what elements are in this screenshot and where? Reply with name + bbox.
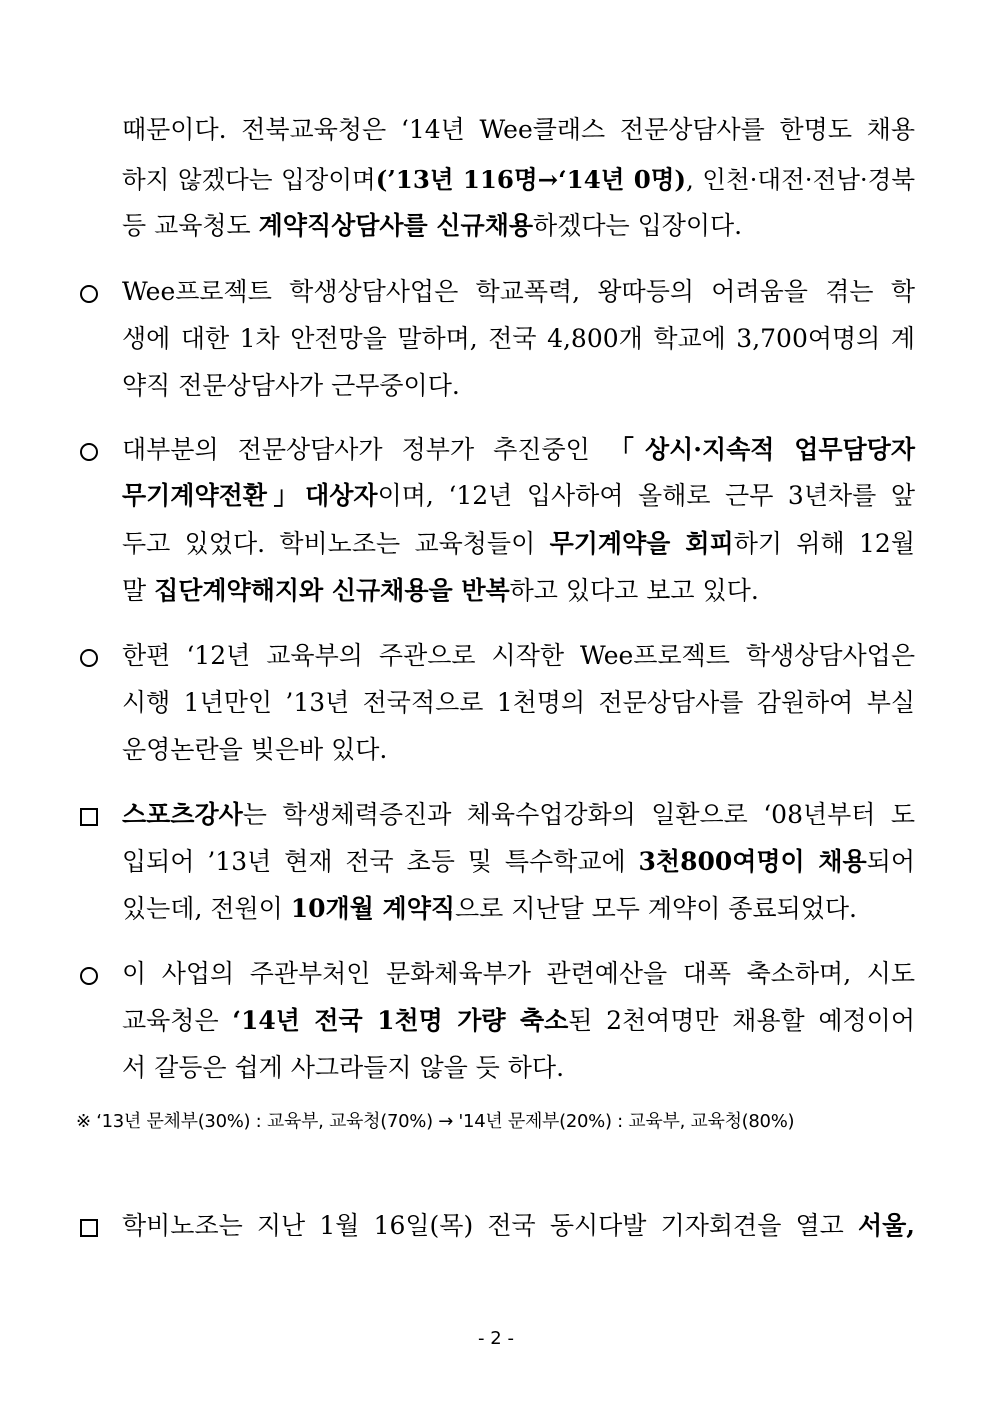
para2-line-2: 무기계약전환」대상자이며, ‘12년 입사하여 올해로 근무 3년차를 앞 xyxy=(122,481,915,510)
circle-bullet-icon xyxy=(74,432,104,468)
page-number: - 2 - xyxy=(478,1328,514,1349)
para3-line-3: 운영논란을 빚은바 있다. xyxy=(122,735,388,764)
para2-line-4: 말 집단계약해지와 신규채용을 반복하고 있다고 보고 있다. xyxy=(122,576,759,605)
footnote: ※ ‘13년 문체부(30%) : 교육부, 교육청(70%) → '14년 문제부(20%) : 교육부, 교육청(80%) xyxy=(76,1111,795,1132)
circle-bullet-icon xyxy=(74,638,104,674)
para5-line-1: 이 사업의 주관부처인 문화체육부가 관련예산을 대폭 축소하며, 시도 xyxy=(122,959,915,988)
para5-line-3: 서 갈등은 쉽게 사그라들지 않을 듯 하다. xyxy=(122,1053,565,1082)
intro-line-3: 등 교육청도 계약직상담사를 신규채용하겠다는 입장이다. xyxy=(122,211,743,240)
para1-line-2: 생에 대한 1차 안전망을 말하며, 전국 4,800개 학교에 3,700여명의 계 xyxy=(122,324,915,353)
para1-line-1: Wee프로젝트 학생상담사업은 학교폭력, 왕따등의 어려움을 겪는 학 xyxy=(122,277,915,306)
para6-line-1: 학비노조는 지난 1월 16일(목) 전국 동시다발 기자회견을 열고 서울, xyxy=(122,1211,915,1240)
para4-line-3: 있는데, 전원이 10개월 계약직으로 지난달 모두 계약이 종료되었다. xyxy=(122,894,857,923)
para4-line-2: 입되어 ’13년 현재 전국 초등 및 특수학교에 3천800여명이 채용되어 xyxy=(122,847,915,876)
para4-line-1: 스포츠강사는 학생체력증진과 체육수업강화의 일환으로 ‘08년부터 도 xyxy=(122,800,915,829)
square-bullet-icon xyxy=(74,1208,104,1244)
circle-bullet-icon xyxy=(74,956,104,992)
intro-line-2: 하지 않겠다는 입장이며(’13년 116명→‘14년 0명), 인천·대전·전남·경북 xyxy=(122,165,915,194)
square-bullet-icon xyxy=(74,797,104,833)
para2-line-3: 두고 있었다. 학비노조는 교육청들이 무기계약을 회피하기 위해 12월 xyxy=(122,529,915,558)
para1-line-3: 약직 전문상담사가 근무중이다. xyxy=(122,371,460,400)
intro-line-1: 때문이다. 전북교육청은 ‘14년 Wee클래스 전문상담사를 한명도 채용 xyxy=(122,115,915,144)
para5-line-2: 교육청은 ‘14년 전국 1천명 가량 축소된 2천여명만 채용할 예정이어 xyxy=(122,1006,915,1035)
para3-line-1: 한편 ‘12년 교육부의 주관으로 시작한 Wee프로젝트 학생상담사업은 xyxy=(122,641,915,670)
circle-bullet-icon xyxy=(74,274,104,310)
para2-line-1: 대부분의 전문상담사가 정부가 추진중인 「상시·지속적 업무담당자 xyxy=(122,435,915,464)
para3-line-2: 시행 1년만인 ’13년 전국적으로 1천명의 전문상담사를 감원하여 부실 xyxy=(122,688,915,717)
